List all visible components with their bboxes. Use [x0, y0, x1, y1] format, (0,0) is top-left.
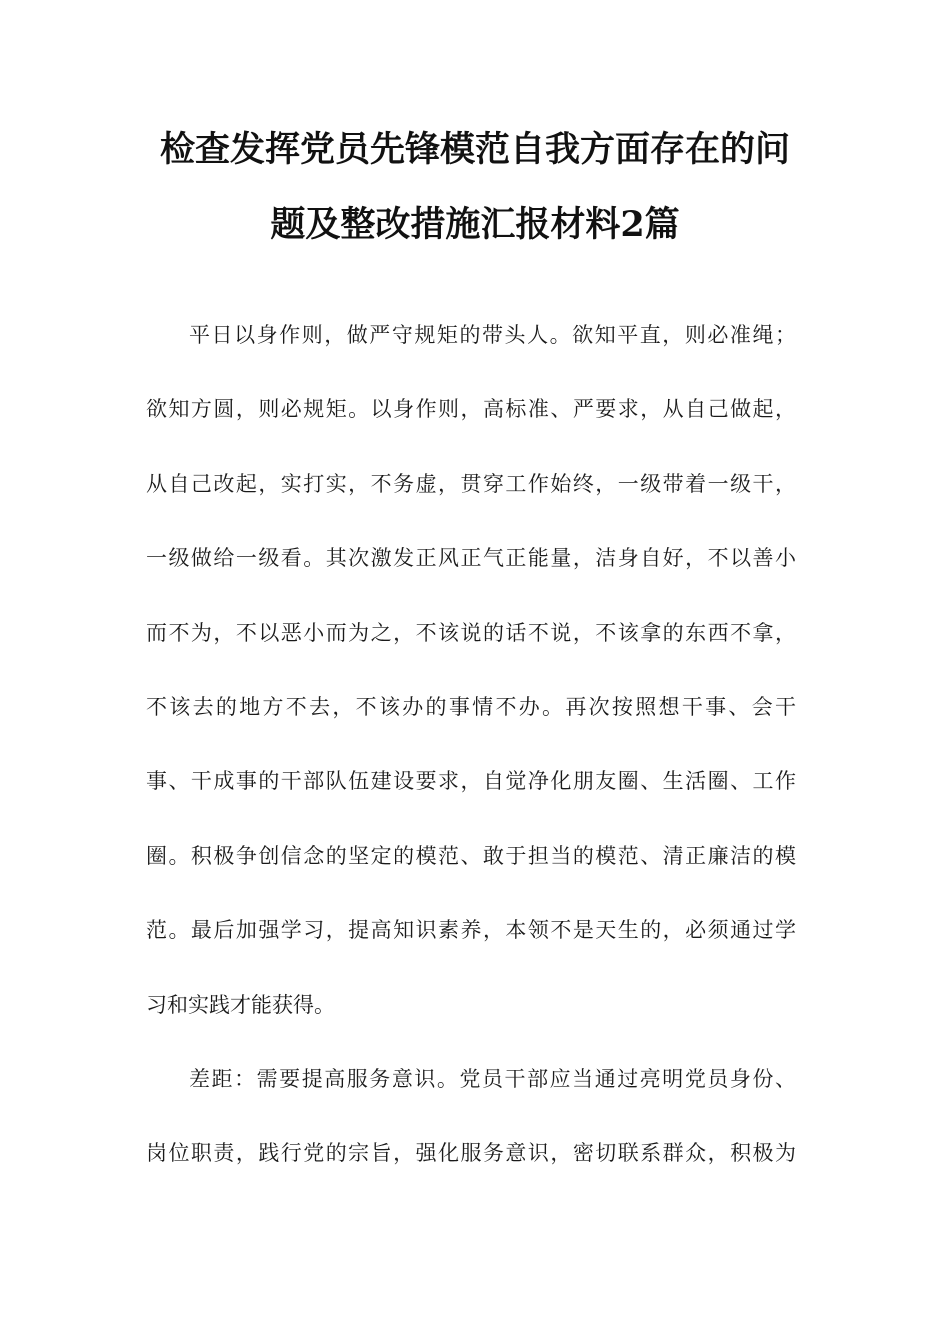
document-title — [140, 112, 810, 262]
paragraph-1 — [146, 315, 796, 1059]
paragraph-line: 差距：需要提高服务意识。党员干部应当通过亮明党员身份、 — [189, 1066, 796, 1091]
paragraph-line: 习和实践才能获得。 — [146, 992, 335, 1017]
title-line-1: 检查发挥党员先锋模范自我方面存在的问 — [159, 129, 790, 170]
paragraph-line: 不该去的地方不去，不该办的事情不办。再次按照想干事、会干 — [146, 694, 796, 719]
paragraph-line: 从自己改起，实打实，不务虚，贯穿工作始终，一级带着一级干， — [146, 471, 796, 496]
paragraph-2 — [146, 1059, 796, 1208]
paragraph-line: 范。最后加强学习，提高知识素养，本领不是天生的，必须通过学 — [146, 918, 796, 943]
paragraph-line: 事、干成事的干部队伍建设要求，自觉净化朋友圈、生活圈、工作 — [146, 769, 796, 794]
paragraph-line: 平日以身作则，做严守规矩的带头人。欲知平直，则必准绳； — [189, 323, 796, 347]
paragraph-line: 而不为，不以恶小而为之，不该说的话不说，不该拿的东西不拿， — [146, 620, 796, 645]
paragraph-line: 一级做给一级看。其次激发正风正气正能量，洁身自好，不以善小 — [146, 546, 796, 571]
title-line-2: 题及整改措施汇报材料2篇 — [270, 204, 680, 245]
paragraph-line: 岗位职责，践行党的宗旨，强化服务意识，密切联系群众，积极为 — [146, 1141, 796, 1166]
paragraph-line: 圈。积极争创信念的坚定的模范、敢于担当的模范、清正廉洁的模 — [146, 843, 796, 868]
document-body — [146, 315, 796, 1208]
paragraph-line: 欲知方圆，则必规矩。以身作则，高标准、严要求，从自己做起， — [146, 397, 796, 422]
